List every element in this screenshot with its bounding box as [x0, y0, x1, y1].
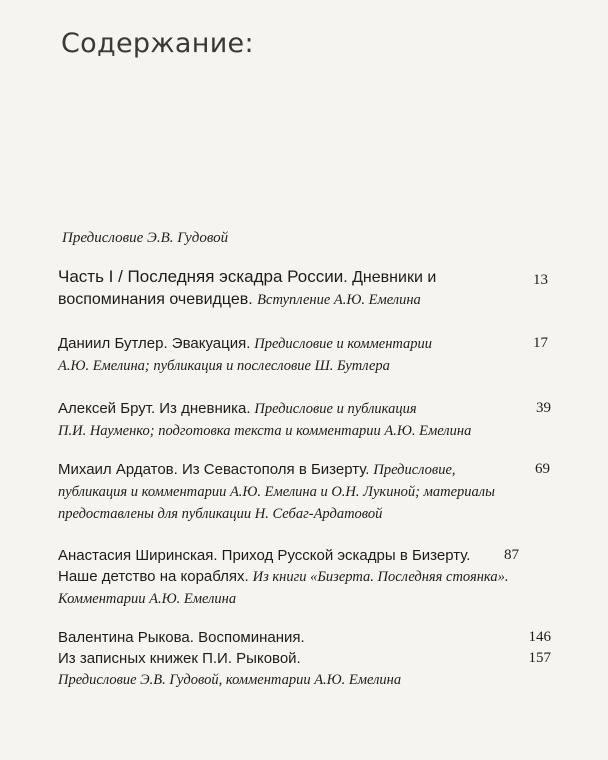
page-title: Содержание:: [61, 28, 254, 59]
entry-credits: Предисловие Э.В. Гудовой, комментарии А.Ю. Емелина: [58, 672, 402, 688]
entry-line: [58, 566, 528, 588]
entry-credits: Комментарии А.Ю. Емелина: [58, 591, 237, 607]
entry-title: Часть I / Последняя эскадра России: [58, 267, 344, 286]
page-number: 87: [504, 547, 519, 563]
entry-line: [58, 420, 528, 442]
page-number: 146: [528, 629, 551, 645]
page-number: 17: [533, 335, 548, 351]
entry-title: Михаил Ардатов. Из Севастополя в Бизерту.: [58, 461, 370, 478]
entry-line: [58, 459, 528, 481]
entry-line: [58, 669, 528, 691]
entry-line: [58, 503, 528, 525]
entry-subtitle: Наше детство на кораблях.: [58, 568, 249, 585]
entry-line: [58, 266, 528, 289]
entry-line: [58, 398, 528, 420]
entry-credits: Предисловие,: [373, 462, 456, 478]
entry-title: Анастасия Ширинская. Приход Русской эскадры в Бизерту.: [58, 547, 471, 564]
entry-line: [58, 627, 528, 648]
entry-line: [58, 333, 528, 355]
entry-line: [58, 648, 528, 669]
entry-credits: Из книги «Бизерта. Последняя стоянка».: [252, 569, 509, 585]
entry-credits: Вступление А.Ю. Емелина: [257, 292, 421, 308]
entry-title: Даниил Бутлер. Эвакуация.: [58, 335, 251, 352]
entry-line: [58, 545, 528, 566]
entry-credits: предоставлены для публикации Н. Себаг-Ардатовой: [58, 506, 383, 522]
entry-credits: Предисловие и публикация: [254, 401, 417, 417]
entry-line: [58, 355, 528, 377]
entry-title: Алексей Брут. Из дневника.: [58, 400, 251, 417]
page-number: 69: [535, 461, 550, 477]
toc-entry-shirinskaya[interactable]: [58, 545, 528, 610]
entry-subtitle: . Дневники и: [343, 269, 437, 286]
page-number: 39: [536, 400, 551, 416]
entry-subtitle: воспоминания очевидцев.: [58, 291, 253, 308]
entry-credits: Предисловие и комментарии: [254, 336, 433, 352]
toc-entry-butler[interactable]: [58, 333, 528, 377]
entry-credits: А.Ю. Емелина; публикация и послесловие Ш. Бутлера: [58, 358, 390, 374]
page-number: 13: [533, 272, 548, 288]
entry-credits: П.И. Науменко; подготовка текста и комментарии А.Ю. Емелина: [58, 423, 472, 439]
foreword-entry: Предисловие Э.В. Гудовой: [62, 230, 229, 246]
entry-credits: публикация и комментарии А.Ю. Емелина и О.Н. Лукиной; материалы: [58, 484, 495, 500]
page-number: 157: [528, 650, 551, 666]
entry-line: [58, 289, 528, 311]
toc-entry-part-1[interactable]: [58, 266, 528, 311]
toc-entry-rykova[interactable]: [58, 627, 528, 691]
toc-entry-brut[interactable]: [58, 398, 528, 442]
entry-line: [58, 588, 528, 610]
toc-entry-ardatov[interactable]: [58, 459, 528, 525]
entry-subtitle: Из записных книжек П.И. Рыковой.: [58, 650, 301, 667]
entry-line: [58, 481, 528, 503]
entry-title: Валентина Рыкова. Воспоминания.: [58, 629, 305, 646]
